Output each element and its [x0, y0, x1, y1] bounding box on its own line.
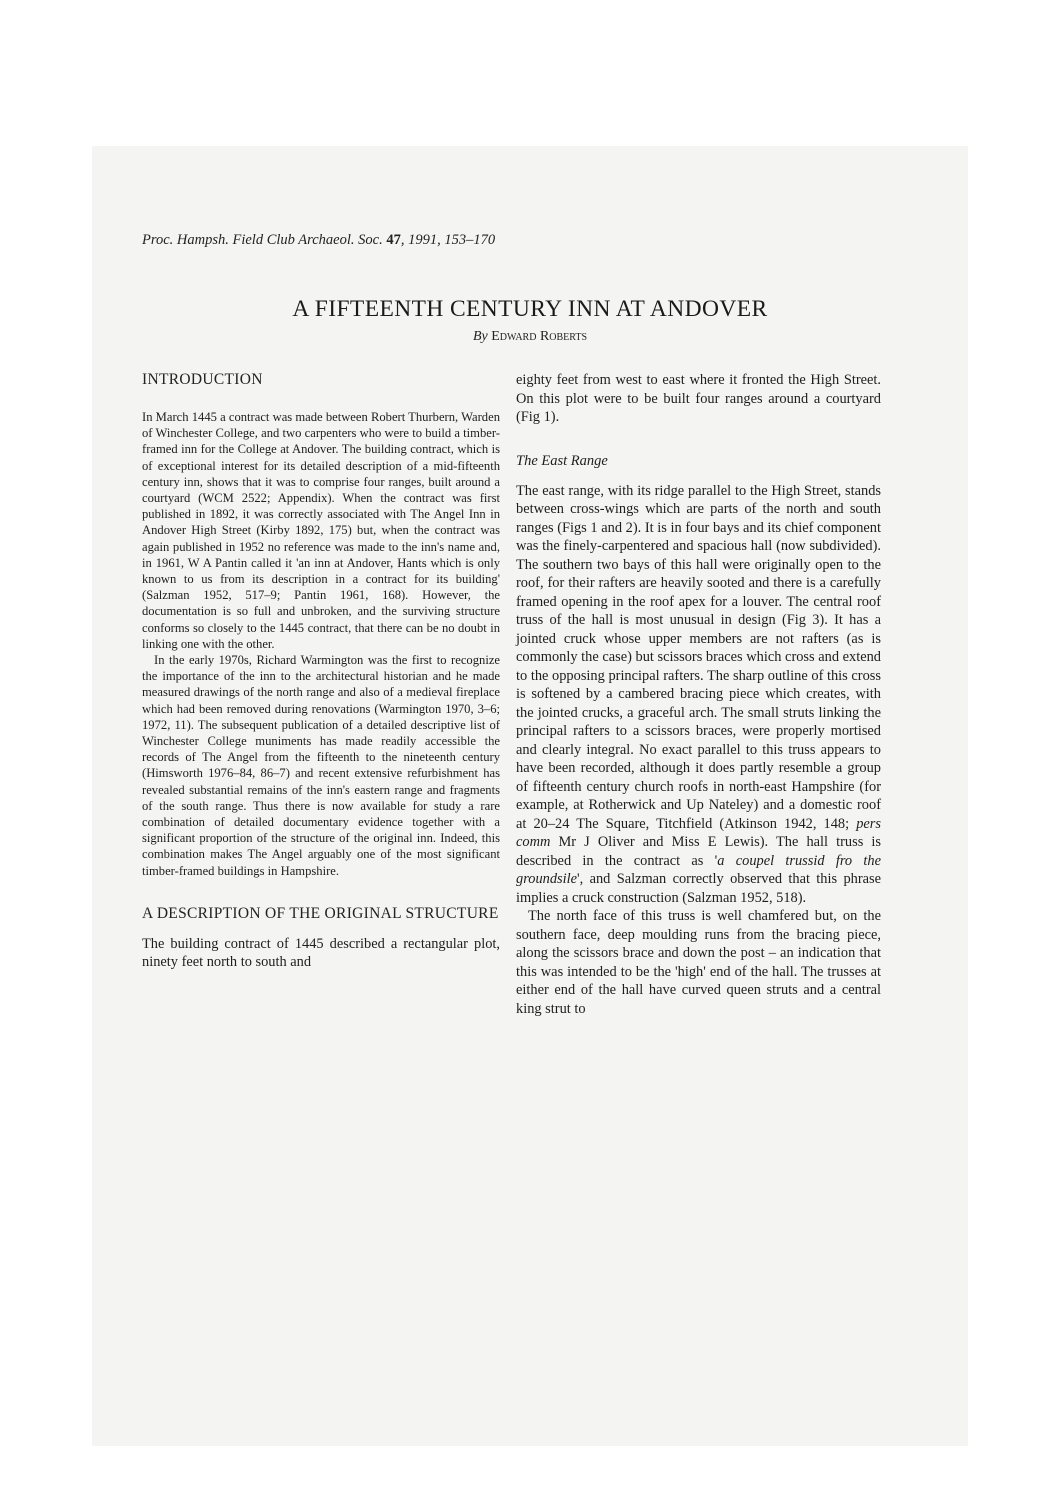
intro-paragraph-1: In March 1445 a contract was made between Robert Thurbern, Warden of Winchester College, and two carpenters who were to build a timber-framed inn for the College at Andover. The building contract, which is of exceptional interest for its detailed description of a mid-fifteenth century inn, shows that it was to comprise four ranges, built around a courtyard (WCM 2522; Appendix). When the contract was first published in 1892, it was correctly associated with The Angel Inn in Andover High Street (Kirby 1892, 175) but, when the contract was again published in 1952 no reference was made to the inn's name and, in 1961, W A Pantin called it 'an inn at Andover, Hants which is only known to us from its description in a contract for its building' (Salzman 1952, 517–9; Pantin 1961, 168). However, the documentation is so full and unbroken, and the surviving structure conforms so closely to the 1445 contract, that there can be no doubt in linking one with the other.	[142, 410, 500, 651]
left-column	[142, 371, 500, 972]
journal-name: Proc. Hampsh. Field Club Archaeol. Soc.	[142, 232, 383, 248]
section-heading-description: A DESCRIPTION OF THE ORIGINAL STRUCTURE	[142, 904, 499, 922]
east-range-paragraph-1	[516, 482, 881, 908]
section-heading-introduction: INTRODUCTION	[142, 371, 263, 388]
east-range-text-b: Mr J Oliver and Miss E Lewis). The hall truss is described in the contract as '	[516, 834, 881, 869]
journal-volume: 47	[386, 232, 401, 248]
journal-year-pages: , 1991, 153–170	[400, 232, 496, 248]
east-range-text-c: ', and Salzman correctly observed that this phrase implies a cruck construction (Salzman 1952, 518).	[516, 871, 881, 906]
east-range-text-a: The east range, with its ridge parallel to the High Street, stands between cross-wings which are parts of the north and south ranges (Figs 1 and 2). It is in four bays and its chief component was the finely-carpentered and spacious hall (now subdivided). The southern two bays of this hall were originally open to the roof, for their rafters are heavily sooted and there is a carefully framed opening in the roof apex for a louver. The central roof truss of the hall is most unusual in design (Fig 3). It has a jointed cruck whose upper members are not rafters (as is commonly the case) but scissors braces which cross and extend to the opposing principal rafters. The sharp outline of this cross is softened by a cambered bracing piece which creates, with the jointed crucks, a graceful arch. The small struts linking the principal rafters to a scissors braces, were properly mortised and clearly integral. No exact parallel to this truss appears to have been recorded, although it does partly resemble a group of fifteenth century church roofs in north-east Hampshire (for example, at Rotherwick and Up Nateley) and a domestic roof at 20–24 The Square, Titchfield (Atkinson 1942, 148;	[516, 482, 881, 832]
byline	[92, 329, 968, 345]
contract-quote: a coupel trussid fro the groundsile	[516, 852, 881, 887]
byline-by: By	[472, 329, 488, 344]
journal-citation	[142, 232, 495, 249]
description-paragraph-1: The building contract of 1445 described a rectangular plot, ninety feet north to south and	[142, 935, 500, 971]
right-column	[516, 371, 881, 1018]
continued-paragraph: eighty feet from west to east where it fronted the High Street. On this plot were to be built four ranges around a courtyard (Fig 1).	[516, 372, 881, 425]
pers-comm: pers comm	[516, 815, 881, 850]
author-name: Edward Roberts	[491, 329, 588, 344]
article-title: A FIFTEENTH CENTURY INN AT ANDOVER	[292, 296, 768, 322]
intro-paragraph-2: In the early 1970s, Richard Warmington was the first to recognize the importance of the inn to the architectural historian and he made measured drawings of the north range and also of a medieval fireplace which had been removed during renovations (Warmington 1970, 3–6; 1972, 11). The subsequent publication of a detailed descriptive list of Winchester College muniments has made readily accessible the records of The Angel from the fifteenth to the nineteenth century (Himsworth 1976–84, 86–7) and recent extensive refurbishment has revealed substantial remains of the inn's eastern range and fragments of the south range. Thus there is now available for study a rare combination of detailed documentary evidence together with a significant proportion of the structure of the original inn. Indeed, this combination makes The Angel arguably one of the most significant timber-framed buildings in Hampshire.	[142, 653, 500, 878]
subsection-heading-east-range: The East Range	[516, 452, 608, 469]
east-range-paragraph-2: The north face of this truss is well chamfered but, on the southern face, deep moulding runs from the bracing piece, along the scissors brace and down the post – an indication that this was intended to be the 'high' end of the hall. The trusses at either end of the hall have curved queen struts and a central king strut to	[516, 908, 881, 1017]
